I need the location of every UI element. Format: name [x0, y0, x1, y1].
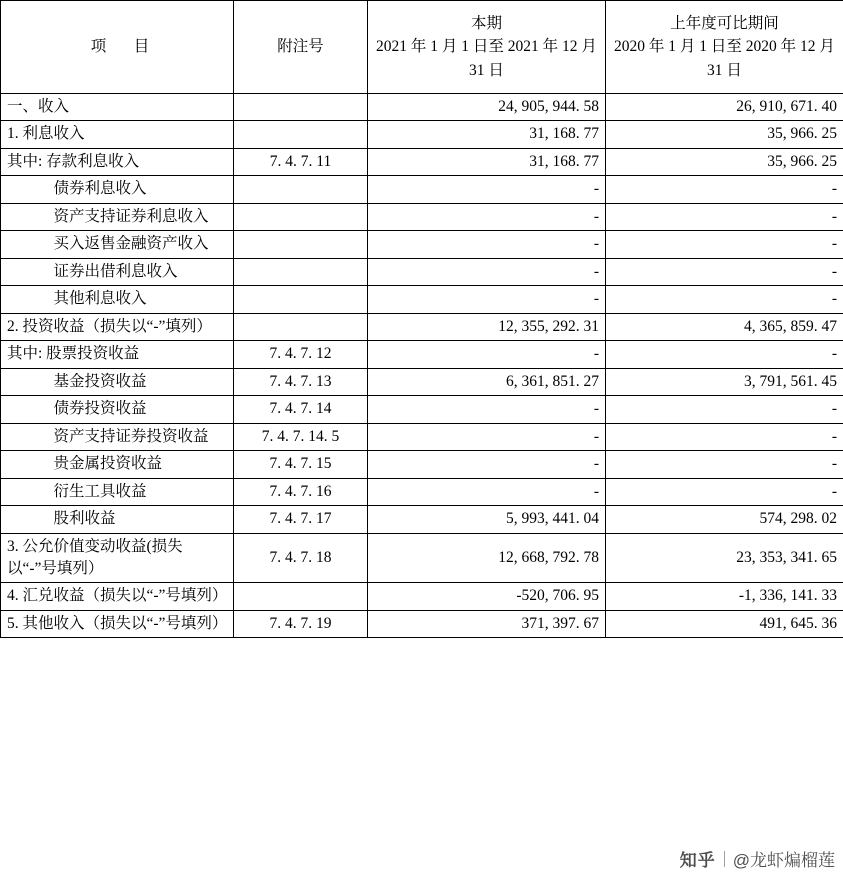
row-previous-value: -: [606, 203, 843, 230]
header-row: [1, 1, 843, 94]
current-period-title: 本期: [470, 15, 502, 33]
row-item-label: 一、收入: [1, 94, 234, 121]
row-note-number: [234, 203, 368, 230]
row-current-value: -: [368, 423, 606, 450]
table-row: [1, 176, 843, 203]
row-note-number: [234, 286, 368, 313]
row-current-value: -: [368, 451, 606, 478]
row-current-value: -: [368, 286, 606, 313]
table-row: [1, 423, 843, 450]
row-current-value: 31, 168. 77: [368, 121, 606, 148]
row-current-value: -: [368, 231, 606, 258]
row-current-value: -520, 706. 95: [368, 583, 606, 610]
row-item-label: 其中: 股票投资收益: [1, 341, 234, 368]
table-row: [1, 286, 843, 313]
watermark: [680, 846, 835, 871]
row-note-number: 7. 4. 7. 12: [234, 341, 368, 368]
row-item-label: 证券出借利息收入: [1, 258, 234, 285]
table-row: [1, 368, 843, 395]
row-previous-value: 35, 966. 25: [606, 121, 843, 148]
row-previous-value: -: [606, 396, 843, 423]
current-period-range: 2021 年 1 月 1 日至 2021 年 12 月 31 日: [376, 38, 597, 79]
row-current-value: 12, 355, 292. 31: [368, 313, 606, 340]
row-note-number: [234, 176, 368, 203]
table-row: [1, 258, 843, 285]
row-previous-value: -: [606, 423, 843, 450]
row-note-number: 7. 4. 7. 14. 5: [234, 423, 368, 450]
row-note-number: 7. 4. 7. 19: [234, 610, 368, 637]
row-previous-value: -: [606, 286, 843, 313]
row-previous-value: -: [606, 231, 843, 258]
table-row: [1, 396, 843, 423]
table-body: [1, 94, 843, 638]
row-previous-value: 3, 791, 561. 45: [606, 368, 843, 395]
row-current-value: 12, 668, 792. 78: [368, 533, 606, 583]
row-note-number: [234, 94, 368, 121]
table-row: [1, 341, 843, 368]
row-item-label: 资产支持证券投资收益: [1, 423, 234, 450]
row-note-number: 7. 4. 7. 16: [234, 478, 368, 505]
row-item-label: 4. 汇兑收益（损失以“-”号填列）: [1, 583, 234, 610]
row-previous-value: 23, 353, 341. 65: [606, 533, 843, 583]
row-item-label: 3. 公允价值变动收益(损失以“-”号填列）: [1, 533, 234, 583]
table-row: [1, 203, 843, 230]
table-row: [1, 94, 843, 121]
watermark-divider: [724, 851, 725, 867]
previous-period-title: 上年度可比期间: [670, 15, 779, 33]
row-note-number: 7. 4. 7. 11: [234, 148, 368, 175]
row-previous-value: 4, 365, 859. 47: [606, 313, 843, 340]
row-item-label: 债券利息收入: [1, 176, 234, 203]
table-row: [1, 610, 843, 637]
row-note-number: [234, 231, 368, 258]
table-row: [1, 506, 843, 533]
row-previous-value: -: [606, 176, 843, 203]
row-note-number: 7. 4. 7. 17: [234, 506, 368, 533]
row-current-value: 24, 905, 944. 58: [368, 94, 606, 121]
row-previous-value: -: [606, 341, 843, 368]
row-note-number: [234, 121, 368, 148]
row-note-number: 7. 4. 7. 18: [234, 533, 368, 583]
row-item-label: 衍生工具收益: [1, 478, 234, 505]
row-current-value: -: [368, 396, 606, 423]
row-previous-value: -: [606, 451, 843, 478]
row-current-value: 371, 397. 67: [368, 610, 606, 637]
table-row: [1, 313, 843, 340]
row-item-label: 贵金属投资收益: [1, 451, 234, 478]
row-note-number: [234, 258, 368, 285]
table-header: [1, 1, 843, 94]
column-header-note: 附注号: [234, 1, 368, 94]
column-header-previous-period: [606, 1, 843, 94]
row-previous-value: 26, 910, 671. 40: [606, 94, 843, 121]
row-current-value: -: [368, 258, 606, 285]
row-current-value: -: [368, 176, 606, 203]
row-current-value: 31, 168. 77: [368, 148, 606, 175]
table-row: [1, 231, 843, 258]
row-item-label: 1. 利息收入: [1, 121, 234, 148]
row-item-label: 其中: 存款利息收入: [1, 148, 234, 175]
row-item-label: 基金投资收益: [1, 368, 234, 395]
table-row: [1, 121, 843, 148]
row-note-number: [234, 583, 368, 610]
watermark-username: @龙虾煸榴莲: [732, 851, 835, 870]
column-header-item: 项 目: [1, 1, 234, 94]
row-note-number: 7. 4. 7. 13: [234, 368, 368, 395]
row-current-value: -: [368, 203, 606, 230]
row-item-label: 资产支持证券利息收入: [1, 203, 234, 230]
row-current-value: 6, 361, 851. 27: [368, 368, 606, 395]
row-current-value: -: [368, 478, 606, 505]
table-row: [1, 148, 843, 175]
row-previous-value: 491, 645. 36: [606, 610, 843, 637]
row-item-label: 其他利息收入: [1, 286, 234, 313]
row-previous-value: 35, 966. 25: [606, 148, 843, 175]
column-header-current-period: [368, 1, 606, 94]
zhihu-logo: 知乎: [679, 851, 716, 870]
row-current-value: -: [368, 341, 606, 368]
row-note-number: 7. 4. 7. 15: [234, 451, 368, 478]
table-row: [1, 583, 843, 610]
previous-period-range: 2020 年 1 月 1 日至 2020 年 12 月 31 日: [614, 38, 835, 79]
row-item-label: 2. 投资收益（损失以“-”填列）: [1, 313, 234, 340]
row-note-number: [234, 313, 368, 340]
table-row: [1, 451, 843, 478]
table-row: [1, 533, 843, 583]
row-item-label: 买入返售金融资产收入: [1, 231, 234, 258]
table-row: [1, 478, 843, 505]
row-previous-value: -1, 336, 141. 33: [606, 583, 843, 610]
row-previous-value: -: [606, 478, 843, 505]
row-item-label: 股利收益: [1, 506, 234, 533]
row-item-label: 5. 其他收入（损失以“-”号填列）: [1, 610, 234, 637]
row-item-label: 债券投资收益: [1, 396, 234, 423]
row-previous-value: 574, 298. 02: [606, 506, 843, 533]
row-current-value: 5, 993, 441. 04: [368, 506, 606, 533]
row-previous-value: -: [606, 258, 843, 285]
row-note-number: 7. 4. 7. 14: [234, 396, 368, 423]
